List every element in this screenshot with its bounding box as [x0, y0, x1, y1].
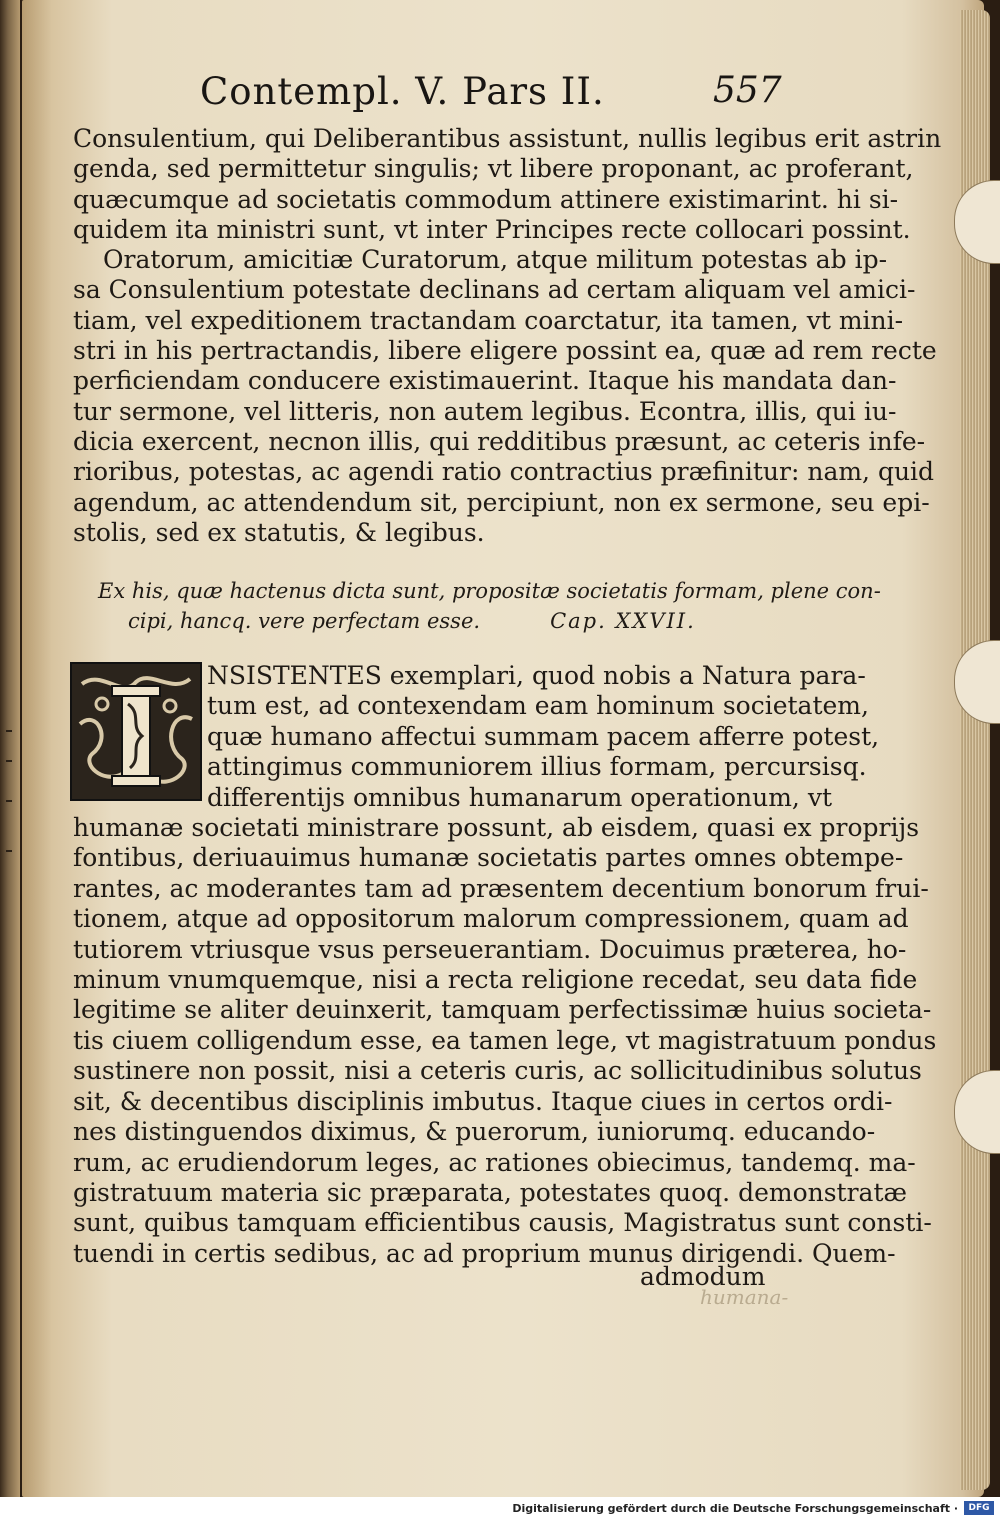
text-line: sunt, quibus tamquam efficientibus causis, Magistratus sunt consti- [73, 1208, 932, 1238]
text-line: tutiorem vtriusque vsus perseuerantiam. Docuimus præterea, ho- [73, 934, 907, 964]
text-line: tiam, vel expeditionem tractandam coarctatur, ita tamen, vt mini- [73, 305, 904, 335]
paragraph-body [73, 124, 942, 548]
text-line: quæcumque ad societatis commodum attinere existimarint. hi si- [73, 184, 899, 214]
text-line: tuendi in certis sedibus, ac ad proprium munus dirigendi. Quem- [73, 1238, 896, 1268]
running-head: Contempl. V. Pars II. [200, 70, 605, 113]
text-line: stolis, sed ex statutis, & legibus. [73, 517, 485, 547]
text-line: tionem, atque ad oppositorum malorum compressionem, quam ad [73, 904, 909, 934]
text-line: humanæ societati ministrare possunt, ab eisdem, quasi ex proprijs [73, 813, 920, 843]
text-line: NSISTENTES exemplari, quod nobis a Natura para- [207, 661, 866, 690]
text-line: minum vnumquemque, nisi a recta religione recedat, seu data fide [73, 965, 918, 995]
show-through-text: humana- [700, 1285, 789, 1309]
text-line: gistratuum materia sic præparata, potestates quoq. demonstratæ [73, 1177, 907, 1207]
text-line: stri in his pertractandis, libere eligere possint ea, quæ ad rem recte [73, 336, 937, 366]
chapter-heading-text: cipi, hancq. vere perfectam esse. [128, 609, 481, 633]
text-line: agendum, ac attendendum sit, percipiunt, non ex sermone, seu epi- [73, 487, 930, 517]
text-line: quæ humano affectui summam pacem afferre potest, [207, 721, 880, 751]
text-line: differentijs omnibus humanarum operationum, vt [207, 782, 832, 812]
funding-credit: Digitalisierung gefördert durch die Deutsche Forschungsgemeinschaft · [512, 1502, 958, 1515]
text-line: attingimus communiorem illius formam, percursisq. [207, 752, 867, 782]
text-line: tis ciuem colligendum esse, ea tamen lege, vt magistratuum pondus [73, 1025, 937, 1055]
text-line: rioribus, potestas, ac agendi ratio contractius præfinitur: nam, quid [73, 457, 935, 487]
text-line: tum est, ad contexendam eam hominum societatem, [207, 691, 869, 721]
facing-page-edge [0, 0, 20, 1497]
text-line: quidem ita ministri sunt, vt inter Principes recte collocari possint. [73, 214, 911, 244]
catchword: admodum [640, 1262, 766, 1291]
text-line: sa Consulentium potestate declinans ad certam aliquam vel amici- [73, 275, 916, 305]
text-line: legitime se aliter deuinxerit, tamquam perfectissimæ huius societa- [73, 995, 932, 1025]
text-line: nes distinguendos diximus, & puerorum, iuniorumq. educando- [73, 1117, 876, 1147]
page-number: 557 [713, 70, 782, 111]
digitization-footer [0, 1497, 1000, 1520]
chapter-text [73, 661, 937, 1269]
text-line: sit, & decentibus disciplinis imbutus. Itaque ciues in certos ordi- [73, 1086, 893, 1116]
text-line: rum, ac erudiendorum leges, ac rationes obiecimus, tandemq. ma- [73, 1147, 916, 1177]
dfg-logo-icon: DFG [964, 1501, 994, 1515]
text-line: dicia exercent, necnon illis, qui redditibus præsunt, ac ceteris infe- [73, 426, 926, 456]
text-line: rantes, ac moderantes tam ad præsentem decentium bonorum frui- [73, 873, 929, 903]
text-line: Consulentium, qui Deliberantibus assistunt, nullis legibus erit astrin [73, 124, 942, 153]
text-line: perficiendam conducere existimauerint. Itaque his mandata dan- [73, 366, 897, 396]
chapter-heading [98, 576, 881, 636]
text-line: sustinere non possit, nisi a ceteris curis, ac sollicitudinibus solutus [73, 1056, 922, 1086]
text-line: genda, sed permittetur singulis; vt libere proponant, ac proferant, [73, 154, 914, 184]
chapter-number: Cap. XXVII. [550, 609, 696, 633]
text-line: tur sermone, vel litteris, non autem legibus. Econtra, illis, qui iu- [73, 396, 897, 426]
chapter-heading-line [98, 606, 788, 636]
text-line: Oratorum, amicitiæ Curatorum, atque militum potestas ab ip- [103, 245, 888, 275]
text-line: fontibus, deriuauimus humanæ societatis partes omnes obtempe- [73, 843, 904, 873]
chapter-heading-line: Ex his, quæ hactenus dicta sunt, propositæ societatis formam, plene con- [98, 579, 881, 603]
